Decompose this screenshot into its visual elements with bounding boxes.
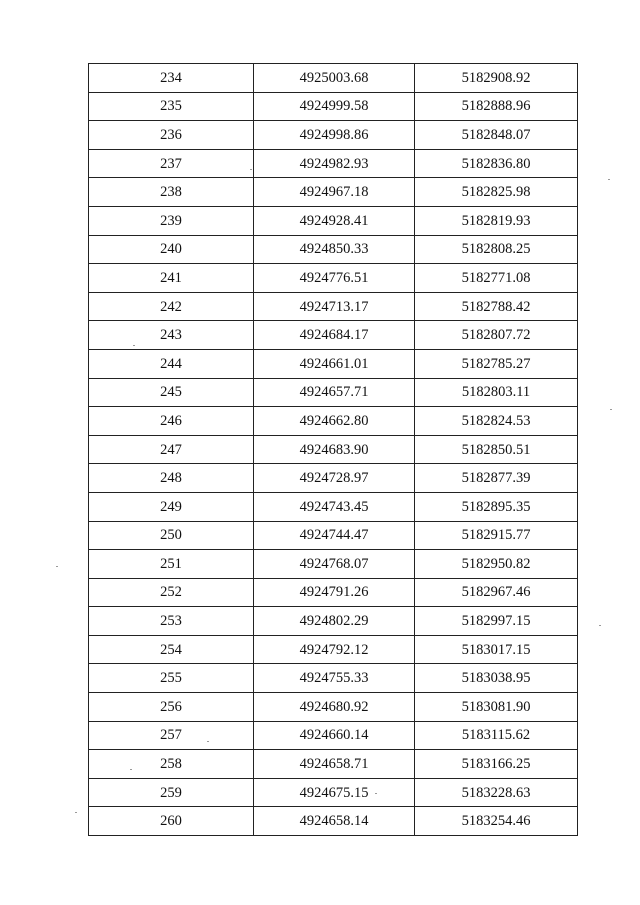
point-number-cell: 257	[89, 721, 254, 750]
point-number-cell: 237	[89, 149, 254, 178]
point-number-cell: 241	[89, 264, 254, 293]
point-number-cell: 255	[89, 664, 254, 693]
table-row	[89, 664, 578, 693]
table-row	[89, 635, 578, 664]
point-number-cell: 258	[89, 750, 254, 779]
table-row	[89, 92, 578, 121]
x-coordinate-cell: 4924768.07	[254, 550, 415, 579]
x-coordinate-cell: 4924776.51	[254, 264, 415, 293]
point-number-cell: 249	[89, 492, 254, 521]
x-coordinate-cell: 4924967.18	[254, 178, 415, 207]
point-number-cell: 235	[89, 92, 254, 121]
point-number-cell: 236	[89, 121, 254, 150]
table-row	[89, 750, 578, 779]
table-row	[89, 807, 578, 836]
x-coordinate-cell: 4924680.92	[254, 693, 415, 722]
y-coordinate-cell: 5182967.46	[415, 578, 578, 607]
x-coordinate-cell: 4924728.97	[254, 464, 415, 493]
x-coordinate-cell: 4924662.80	[254, 407, 415, 436]
x-coordinate-cell: 4924743.45	[254, 492, 415, 521]
y-coordinate-cell: 5182997.15	[415, 607, 578, 636]
y-coordinate-cell: 5183017.15	[415, 635, 578, 664]
table-row	[89, 235, 578, 264]
scan-speck	[75, 812, 77, 813]
y-coordinate-cell: 5182850.51	[415, 435, 578, 464]
point-number-cell: 254	[89, 635, 254, 664]
table-row	[89, 407, 578, 436]
table-row	[89, 778, 578, 807]
y-coordinate-cell: 5182771.08	[415, 264, 578, 293]
scan-speck	[207, 741, 209, 742]
x-coordinate-cell: 4924661.01	[254, 349, 415, 378]
point-number-cell: 234	[89, 64, 254, 93]
x-coordinate-cell: 4924999.58	[254, 92, 415, 121]
y-coordinate-cell: 5182848.07	[415, 121, 578, 150]
y-coordinate-cell: 5182895.35	[415, 492, 578, 521]
x-coordinate-cell: 4924713.17	[254, 292, 415, 321]
x-coordinate-cell: 4924792.12	[254, 635, 415, 664]
x-coordinate-cell: 4925003.68	[254, 64, 415, 93]
table-row	[89, 492, 578, 521]
x-coordinate-cell: 4924675.15	[254, 778, 415, 807]
point-number-cell: 260	[89, 807, 254, 836]
table-row	[89, 721, 578, 750]
scan-speck	[133, 345, 135, 346]
coordinates-table	[88, 63, 578, 836]
x-coordinate-cell: 4924683.90	[254, 435, 415, 464]
x-coordinate-cell: 4924982.93	[254, 149, 415, 178]
table-row	[89, 435, 578, 464]
y-coordinate-cell: 5182888.96	[415, 92, 578, 121]
point-number-cell: 248	[89, 464, 254, 493]
point-number-cell: 244	[89, 349, 254, 378]
y-coordinate-cell: 5182908.92	[415, 64, 578, 93]
y-coordinate-cell: 5182825.98	[415, 178, 578, 207]
table-row	[89, 607, 578, 636]
y-coordinate-cell: 5183115.62	[415, 721, 578, 750]
point-number-cell: 247	[89, 435, 254, 464]
point-number-cell: 252	[89, 578, 254, 607]
y-coordinate-cell: 5182807.72	[415, 321, 578, 350]
y-coordinate-cell: 5183038.95	[415, 664, 578, 693]
scan-speck	[56, 566, 58, 567]
x-coordinate-cell: 4924928.41	[254, 206, 415, 235]
y-coordinate-cell: 5183166.25	[415, 750, 578, 779]
x-coordinate-cell: 4924658.71	[254, 750, 415, 779]
scan-speck	[599, 625, 601, 626]
y-coordinate-cell: 5182808.25	[415, 235, 578, 264]
point-number-cell: 250	[89, 521, 254, 550]
table-row	[89, 321, 578, 350]
x-coordinate-cell: 4924802.29	[254, 607, 415, 636]
table-row	[89, 693, 578, 722]
x-coordinate-cell: 4924850.33	[254, 235, 415, 264]
y-coordinate-cell: 5182824.53	[415, 407, 578, 436]
scan-speck	[250, 169, 252, 170]
table-row	[89, 121, 578, 150]
point-number-cell: 251	[89, 550, 254, 579]
point-number-cell: 238	[89, 178, 254, 207]
x-coordinate-cell: 4924684.17	[254, 321, 415, 350]
y-coordinate-cell: 5182950.82	[415, 550, 578, 579]
y-coordinate-cell: 5182803.11	[415, 378, 578, 407]
x-coordinate-cell: 4924791.26	[254, 578, 415, 607]
table-row	[89, 521, 578, 550]
point-number-cell: 245	[89, 378, 254, 407]
point-number-cell: 259	[89, 778, 254, 807]
table-row	[89, 206, 578, 235]
table-row	[89, 264, 578, 293]
x-coordinate-cell: 4924744.47	[254, 521, 415, 550]
table-row	[89, 178, 578, 207]
point-number-cell: 239	[89, 206, 254, 235]
y-coordinate-cell: 5183228.63	[415, 778, 578, 807]
table-row	[89, 149, 578, 178]
scan-speck	[130, 769, 132, 770]
table-row	[89, 550, 578, 579]
scan-speck	[375, 793, 377, 794]
x-coordinate-cell: 4924998.86	[254, 121, 415, 150]
table-row	[89, 578, 578, 607]
y-coordinate-cell: 5182836.80	[415, 149, 578, 178]
point-number-cell: 256	[89, 693, 254, 722]
y-coordinate-cell: 5182877.39	[415, 464, 578, 493]
x-coordinate-cell: 4924660.14	[254, 721, 415, 750]
y-coordinate-cell: 5182819.93	[415, 206, 578, 235]
x-coordinate-cell: 4924658.14	[254, 807, 415, 836]
point-number-cell: 246	[89, 407, 254, 436]
scan-speck	[608, 179, 610, 180]
y-coordinate-cell: 5183254.46	[415, 807, 578, 836]
y-coordinate-cell: 5183081.90	[415, 693, 578, 722]
table-row	[89, 292, 578, 321]
table-row	[89, 378, 578, 407]
table-row	[89, 349, 578, 378]
y-coordinate-cell: 5182785.27	[415, 349, 578, 378]
scan-speck	[610, 409, 612, 410]
point-number-cell: 243	[89, 321, 254, 350]
coordinates-table-body	[89, 64, 578, 836]
point-number-cell: 253	[89, 607, 254, 636]
y-coordinate-cell: 5182915.77	[415, 521, 578, 550]
point-number-cell: 240	[89, 235, 254, 264]
y-coordinate-cell: 5182788.42	[415, 292, 578, 321]
point-number-cell: 242	[89, 292, 254, 321]
x-coordinate-cell: 4924755.33	[254, 664, 415, 693]
x-coordinate-cell: 4924657.71	[254, 378, 415, 407]
table-row	[89, 464, 578, 493]
table-row	[89, 64, 578, 93]
